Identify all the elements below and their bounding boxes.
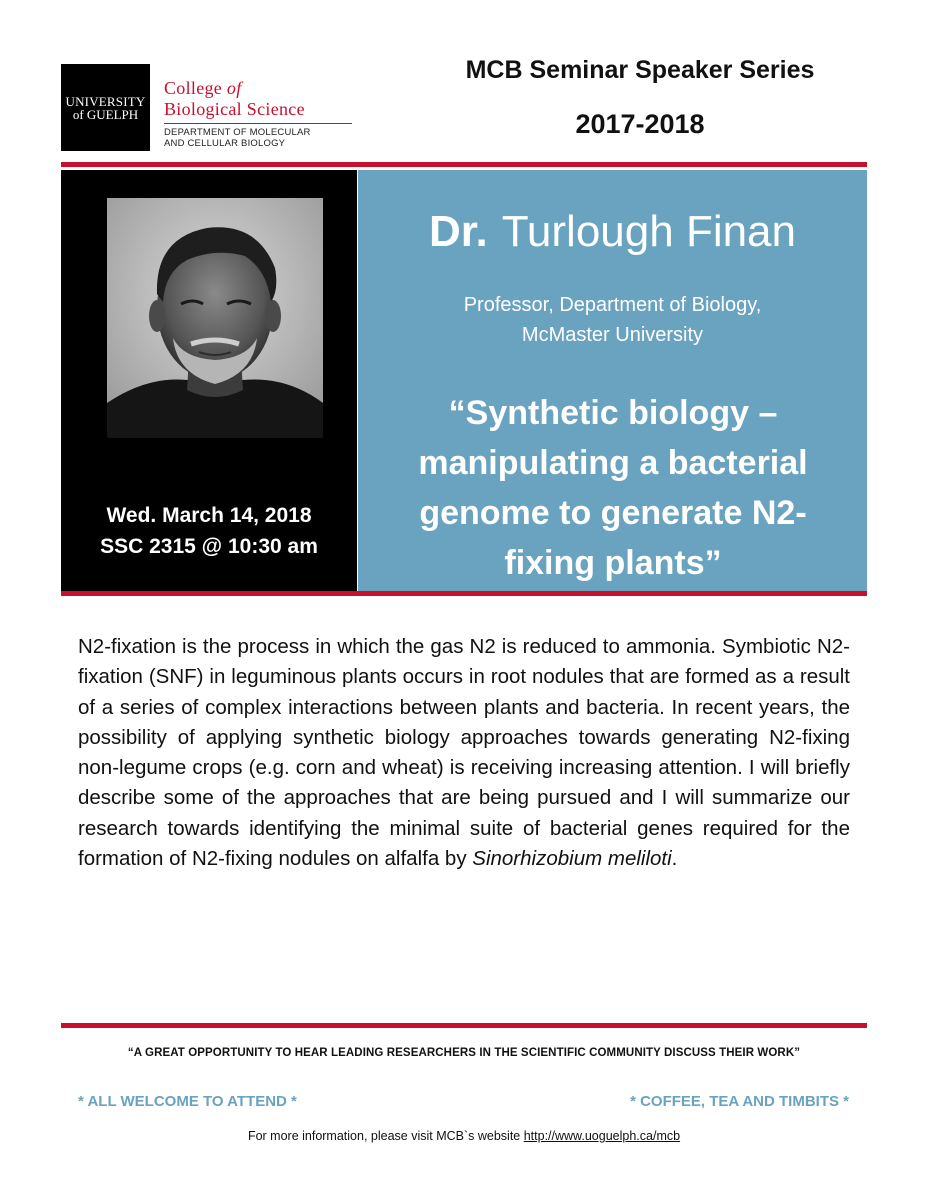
college-suffix: Biological Science [164,99,305,119]
event-date-location [61,500,357,562]
college-logo [164,78,354,149]
university-logo-line1: UNIVERSITY [65,93,146,109]
speaker-fullname: Turlough Finan [501,207,797,256]
series-year: 2017-2018 [575,109,705,139]
abstract-end: . [671,847,678,871]
university-logo [61,64,150,151]
talk-title-line1: “Synthetic biology – [448,394,778,432]
event-location: SSC 2315 @ 10:30 am [100,535,318,558]
college-divider [164,123,352,124]
refreshments-note: * COFFEE, TEA AND TIMBITS * [630,1093,849,1110]
talk-title-line4: fixing plants” [504,544,722,582]
more-info-text: For more information, please visit MCB`s website [247,1129,524,1143]
college-prefix: College [164,78,227,98]
middle-red-rule [61,591,867,596]
bottom-red-rule [61,1023,867,1028]
department-line2: AND CELLULAR BIOLOGY [164,138,286,149]
speaker-institution: McMaster University [521,324,704,346]
talk-title-line3: genome to generate N2- [419,494,807,532]
college-of: of [226,78,242,98]
series-title: MCB Seminar Speaker Series [465,56,815,84]
speaker-position: Professor, Department of Biology, [463,294,762,316]
department-name [164,127,354,149]
speaker-affiliation [358,290,867,350]
more-info [61,1129,867,1143]
speaker-portrait-image [107,198,323,438]
abstract-text: N2-fixation is the process in which the gas N2 is reduced to ammonia. Symbiotic N2-fixation (SNF) in leguminous plants occurs in root nodules that are formed as a result of a series of complex interactions between plants and bacteria. In recent years, the possibility of applying synthetic biology approaches towards generating N2-fixing non-legume crops (e.g. corn and wheat) is receiving increasing attention. I will briefly describe some of the approaches that are being pursued and I will summarize our research towards identifying the minimal suite of bacterial genes required for the formation of N2-fixing nodules on alfalfa by [78,635,850,871]
talk-title [368,388,858,588]
welcome-note: * ALL WELCOME TO ATTEND * [78,1093,297,1110]
speaker-name [358,206,867,258]
abstract-paragraph [78,632,850,874]
department-line1: DEPARTMENT OF MOLECULAR [164,127,311,138]
talk-title-line2: manipulating a bacterial [418,444,808,482]
university-logo-line2: of GUELPH [72,106,139,122]
college-name [164,78,354,120]
mcb-website-link[interactable]: http://www.uoguelph.ca/mcb [523,1129,681,1143]
top-red-rule [61,162,867,167]
abstract-organism: Sinorhizobium meliloti [472,847,672,871]
speaker-photo [107,198,323,438]
event-date: Wed. March 14, 2018 [106,504,312,527]
footer-quote: “A GREAT OPPORTUNITY TO HEAR LEADING RESEARCHERS IN THE SCIENTIFIC COMMUNITY DISCUSS THEIR WORK” [127,1047,801,1059]
speaker-title: Dr. [428,207,488,256]
